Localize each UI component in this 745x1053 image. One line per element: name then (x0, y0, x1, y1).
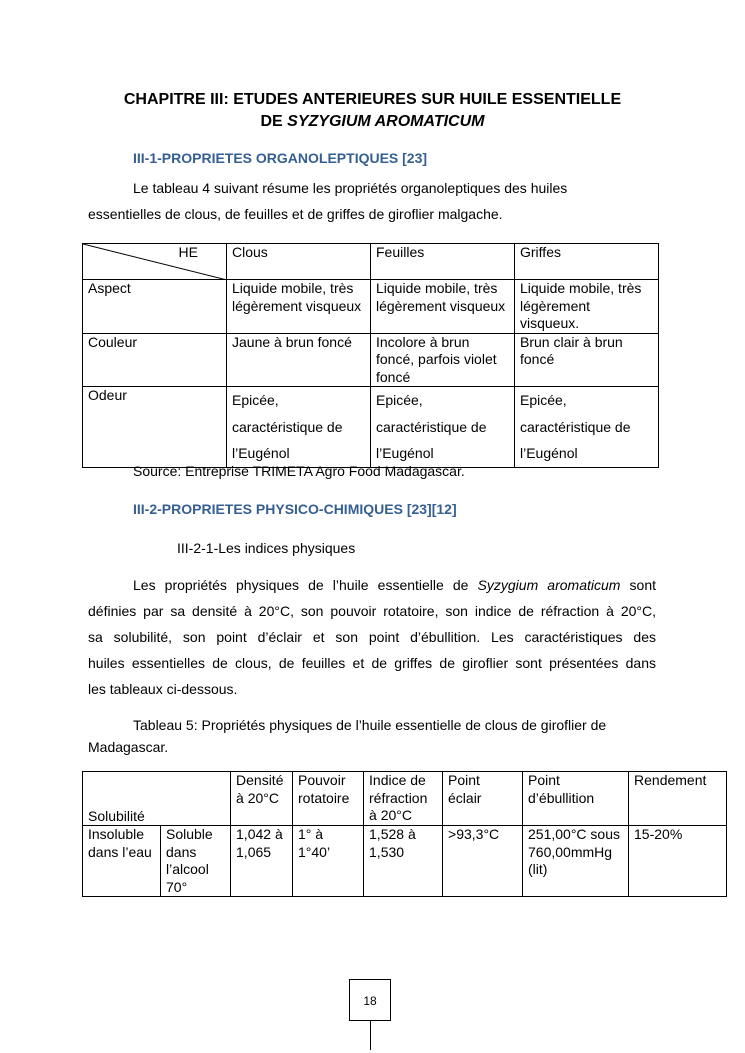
cell-insoluble: Insoluble dans l’eau (83, 826, 161, 897)
table-cell: Liquide mobile, très légèrement visqueux. (515, 280, 659, 334)
column-header: Feuilles (371, 244, 515, 280)
table-source: Source: Entreprise TRIMETA Agro Food Madagascar. (133, 463, 465, 479)
page-number-line (370, 1021, 371, 1050)
section-heading-physico-chimiques: III-2-PROPRIETES PHYSICO-CHIMIQUES [23][12] (133, 501, 457, 517)
chapter-title-species: SYZYGIUM AROMATICUM (287, 113, 485, 130)
cell-pouvoir-rotatoire: 1° à 1°40’ (293, 826, 364, 897)
table-row (83, 772, 727, 826)
header-point-eclair: Point éclair (443, 772, 523, 826)
corner-label: HE (178, 244, 198, 260)
table-cell: Liquide mobile, très légèrement visqueux (371, 280, 515, 334)
body-line-1-species: Syzygium aromaticum (477, 577, 621, 593)
cell-point-eclair: >93,3°C (443, 826, 523, 897)
column-header: Griffes (515, 244, 659, 280)
table-cell: Incolore à brun foncé, parfois violet foncé (371, 333, 515, 387)
table-row (83, 333, 659, 387)
table-row (83, 244, 659, 280)
header-indice-refraction: Indice de réfraction à 20°C (364, 772, 443, 826)
table5-caption-line2: Madagascar. (88, 739, 169, 755)
chapter-title-prefix: DE (260, 113, 288, 130)
intro-line-2: essentielles de clous, de feuilles et de griffes de giroflier malgache. (88, 206, 503, 222)
intro-line-1: Le tableau 4 suivant résume les propriétés organoleptiques des huiles (133, 180, 568, 196)
cell-point-ebullition: 251,00°C sous 760,00mmHg (lit) (523, 826, 629, 897)
cell-soluble: Soluble dans l’alcool 70° (161, 826, 231, 897)
diagonal-header-cell (83, 244, 227, 280)
table-row (83, 280, 659, 334)
table-row (83, 826, 727, 897)
table-physical-properties (82, 771, 727, 897)
cell-rendement: 15-20% (629, 826, 727, 897)
chapter-title (60, 89, 685, 133)
table5-caption-line1: Tableau 5: Propriétés physiques de l’huile essentielle de clous de giroflier de (133, 717, 607, 733)
body-line-3: sa solubilité, son point d’éclair et son point d’ébullition. Les caractéristiques des (88, 629, 656, 645)
table-cell: Epicée, caractéristique de l’Eugénol (371, 387, 515, 468)
body-line-1-b: sont (620, 577, 656, 593)
table-cell: Brun clair à brun foncé (515, 333, 659, 387)
body-line-4: huiles essentielles de clous, de feuilles et de griffes de giroflier sont présentées dans (88, 655, 656, 671)
header-solubilite: Solubilité (83, 772, 231, 826)
table-row (83, 387, 659, 468)
header-rendement: Rendement (629, 772, 727, 826)
cell-densite: 1,042 à 1,065 (231, 826, 293, 897)
chapter-title-line1: CHAPITRE III: ETUDES ANTERIEURES SUR HUILE ESSENTIELLE (123, 91, 622, 108)
row-label: Odeur (83, 387, 227, 468)
row-label: Couleur (83, 333, 227, 387)
header-densite: Densité à 20°C (231, 772, 293, 826)
page-number: 18 (349, 979, 391, 1021)
subheading-indices-physiques: III-2-1-Les indices physiques (177, 540, 356, 556)
header-point-ebullition: Point d’ébullition (523, 772, 629, 826)
table-cell: Epicée, caractéristique de l’Eugénol (515, 387, 659, 468)
chapter-title-line2 (60, 111, 685, 133)
header-pouvoir-rotatoire: Pouvoir rotatoire (293, 772, 364, 826)
body-line-1-a: Les propriétés physiques de l’huile essentielle de (133, 577, 478, 593)
table-organoleptiques (82, 243, 659, 468)
body-line-5: les tableaux ci-dessous. (88, 681, 238, 697)
column-header: Clous (227, 244, 371, 280)
body-line-1 (88, 572, 656, 598)
section-heading-organoleptiques: III-1-PROPRIETES ORGANOLEPTIQUES [23] (133, 150, 428, 166)
table-cell: Liquide mobile, très légèrement visqueux (227, 280, 371, 334)
diagonal-line (83, 244, 227, 280)
row-label: Aspect (83, 280, 227, 334)
cell-indice-refraction: 1,528 à 1,530 (364, 826, 443, 897)
table-cell: Jaune à brun foncé (227, 333, 371, 387)
table-cell: Epicée, caractéristique de l’Eugénol (227, 387, 371, 468)
body-line-2: définies par sa densité à 20°C, son pouvoir rotatoire, son indice de réfraction à 20°C, (88, 603, 656, 619)
